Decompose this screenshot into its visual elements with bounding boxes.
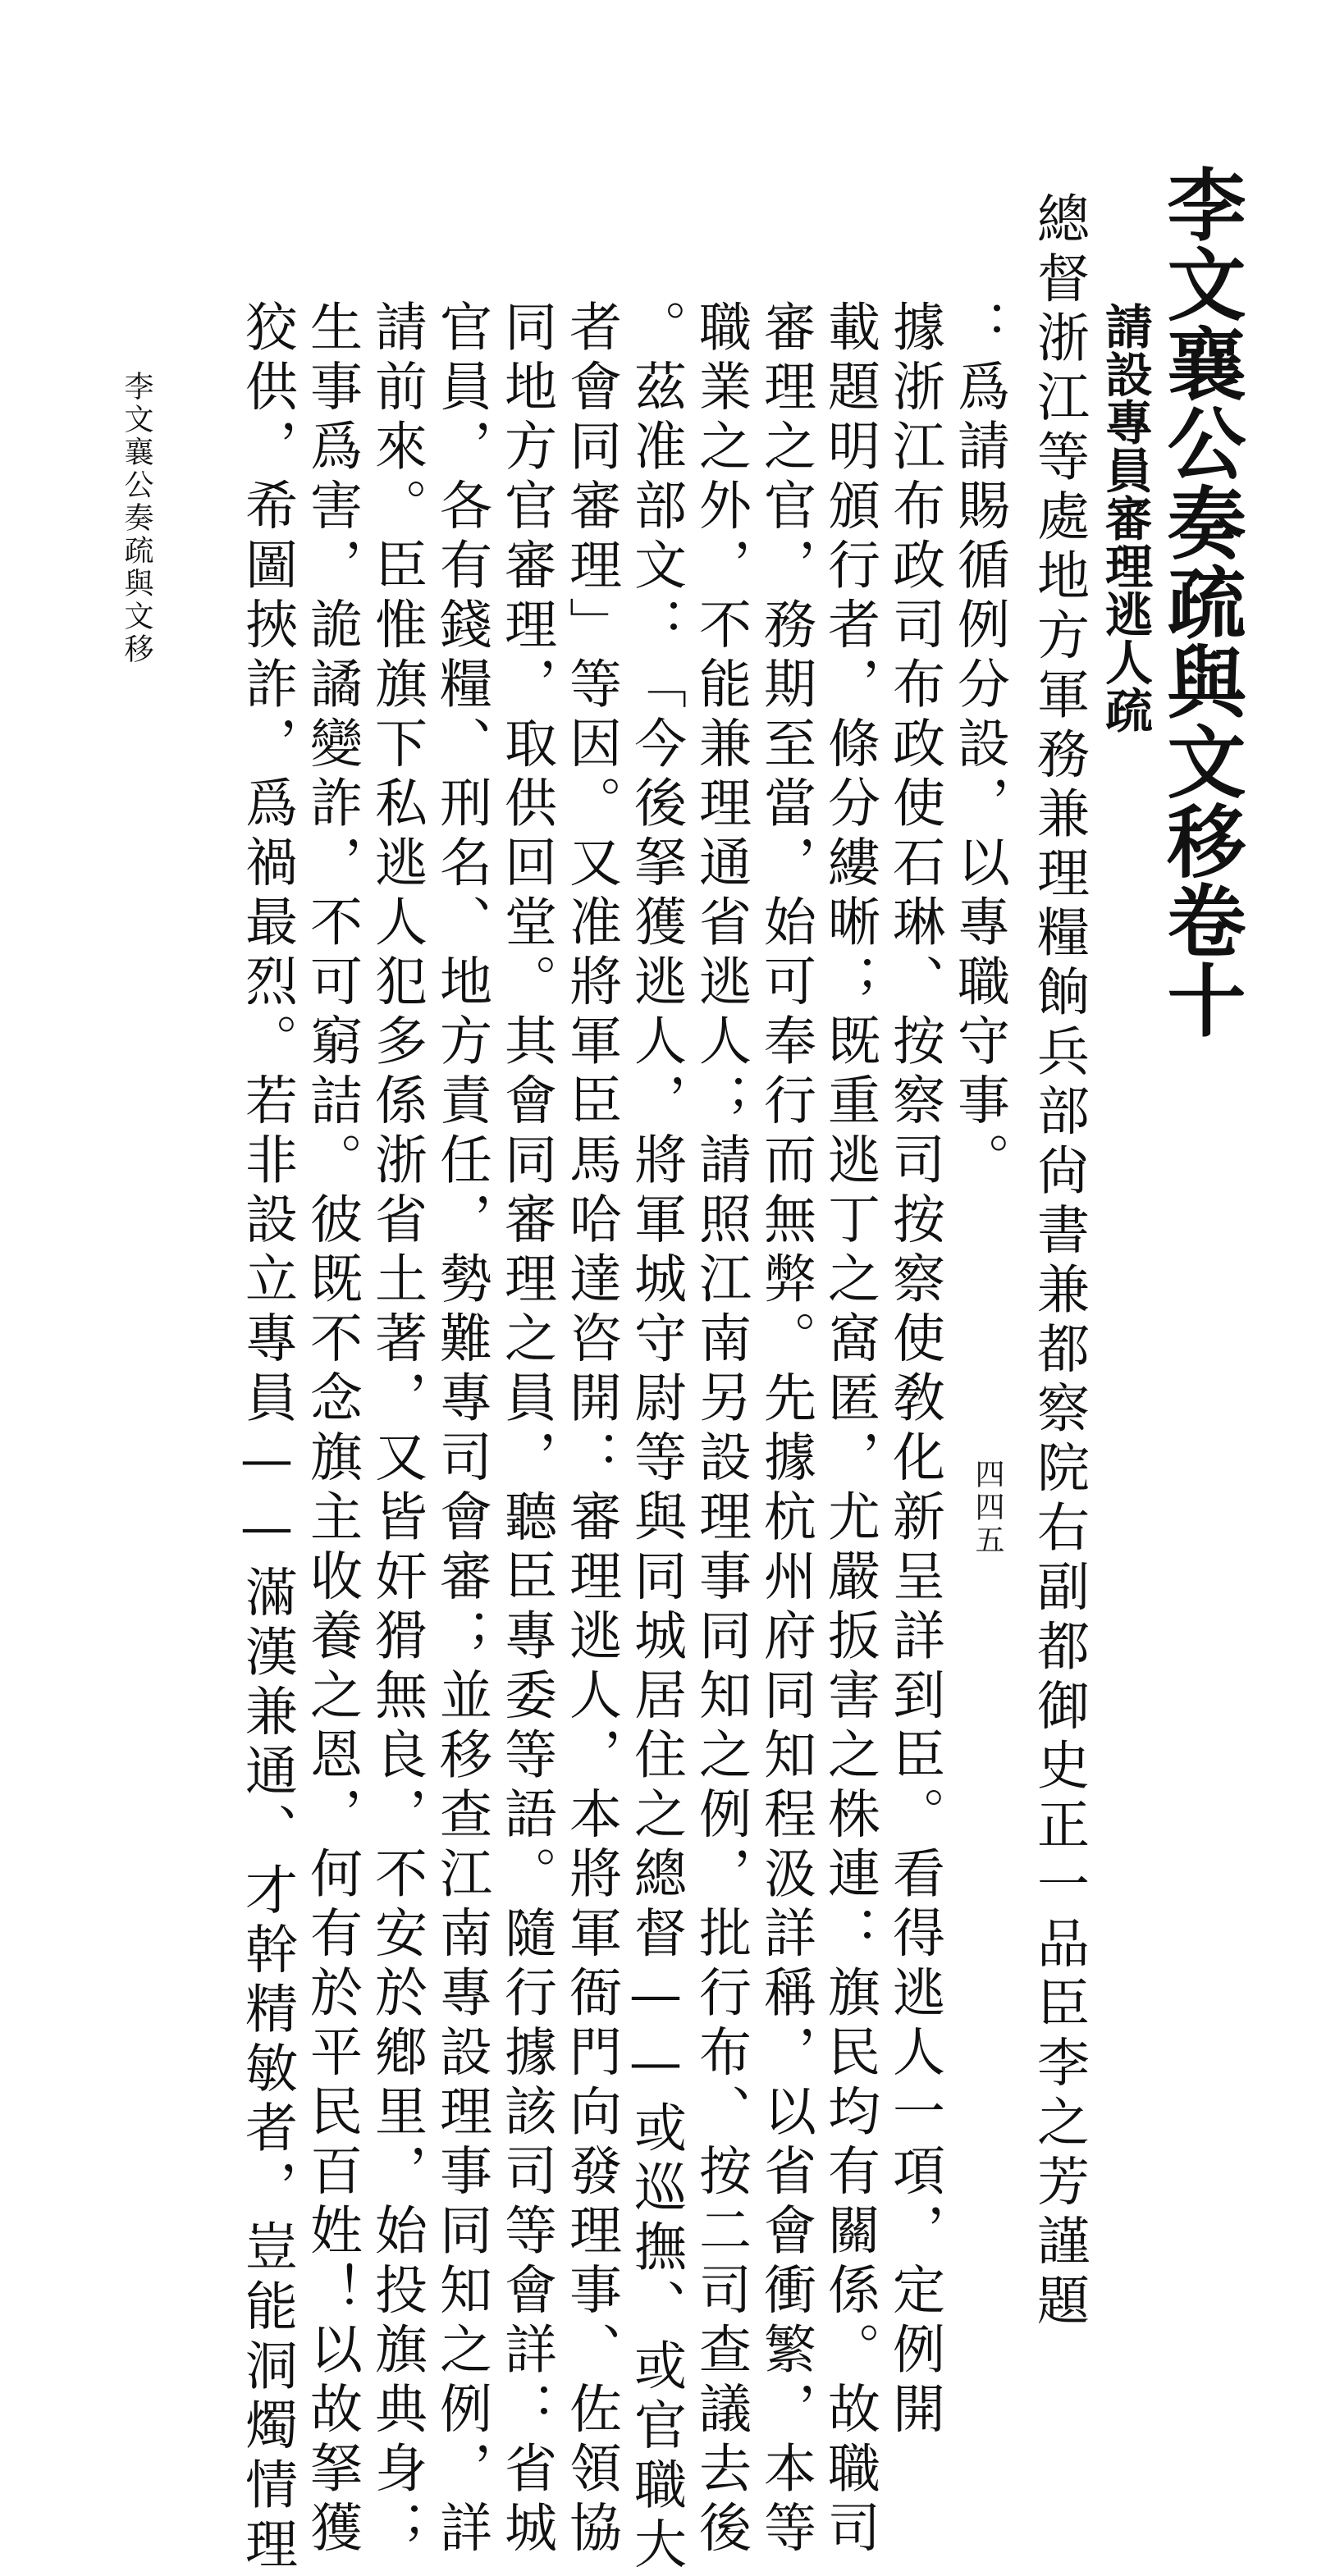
- body-column-6: 職業之外，不能兼理通省逃人；請照江南另設理事同知之例，批行布、按二司查議去後: [690, 299, 751, 2560]
- chapter-title: 李文襄公奏疏與文移卷十: [1155, 164, 1247, 1039]
- body-column-8: 者會同審理」等因。又准將軍臣馬哈達咨開：審理逃人，本將軍衙門向發理事、佐領協: [560, 299, 621, 2560]
- body-column-12: 生事爲害，詭譎變詐，不可窮詰。彼既不念旗主收養之恩，何有於平民百姓！以故拏獲: [301, 299, 362, 2560]
- memo-title: 請設專員審理逃人疏: [1097, 302, 1153, 734]
- body-column-7: 。茲准部文：「今後拏獲逃人，將軍城守尉等與同城居住之總督——或巡撫、或官職大: [625, 299, 686, 2576]
- body-column-4: 載題明頒行者，條分縷晰；既重逃丁之窩匿，尤嚴扳害之株連：旗民均有關係。故職司: [819, 299, 880, 2560]
- body-column-2: ：爲請賜循例分設，以專職守事。: [949, 299, 1009, 1192]
- body-column-13: 狡供，希圖挾詐，爲禍最烈。若非設立專員——滿漢兼通、才幹精敏者，豈能洞燭情理: [236, 299, 297, 2576]
- running-title: 李文襄公奏疏與文移: [120, 371, 153, 666]
- body-column-1: 總督浙江等處地方軍務兼理糧餉兵部尙書兼都察院右副都御史正一品臣李之芳謹題: [1028, 191, 1089, 2332]
- body-column-9: 同地方官審理，取供回堂。其會同審理之員，聽臣專委等語。隨行據該司等會詳：省城: [496, 299, 556, 2560]
- page-number: 四四五: [971, 1459, 1004, 1557]
- body-column-10: 官員，各有錢糧、刑名、地方責任，勢難專司會審；並移查江南專設理事同知之例，詳: [431, 299, 492, 2560]
- body-column-11: 請前來。臣惟旗下私逃人犯多係浙省土著，又皆奸猾無良，不安於鄕里，始投旗典身；: [366, 299, 427, 2560]
- body-column-5: 審理之官，務期至當，始可奉行而無弊。先據杭州府同知程汲詳稱，以省會衝繁，本等: [755, 299, 816, 2560]
- body-column-3: 據浙江布政司布政使石琳、按察司按察使敎化新呈詳到臣。看得逃人一項，定例開: [884, 299, 944, 2441]
